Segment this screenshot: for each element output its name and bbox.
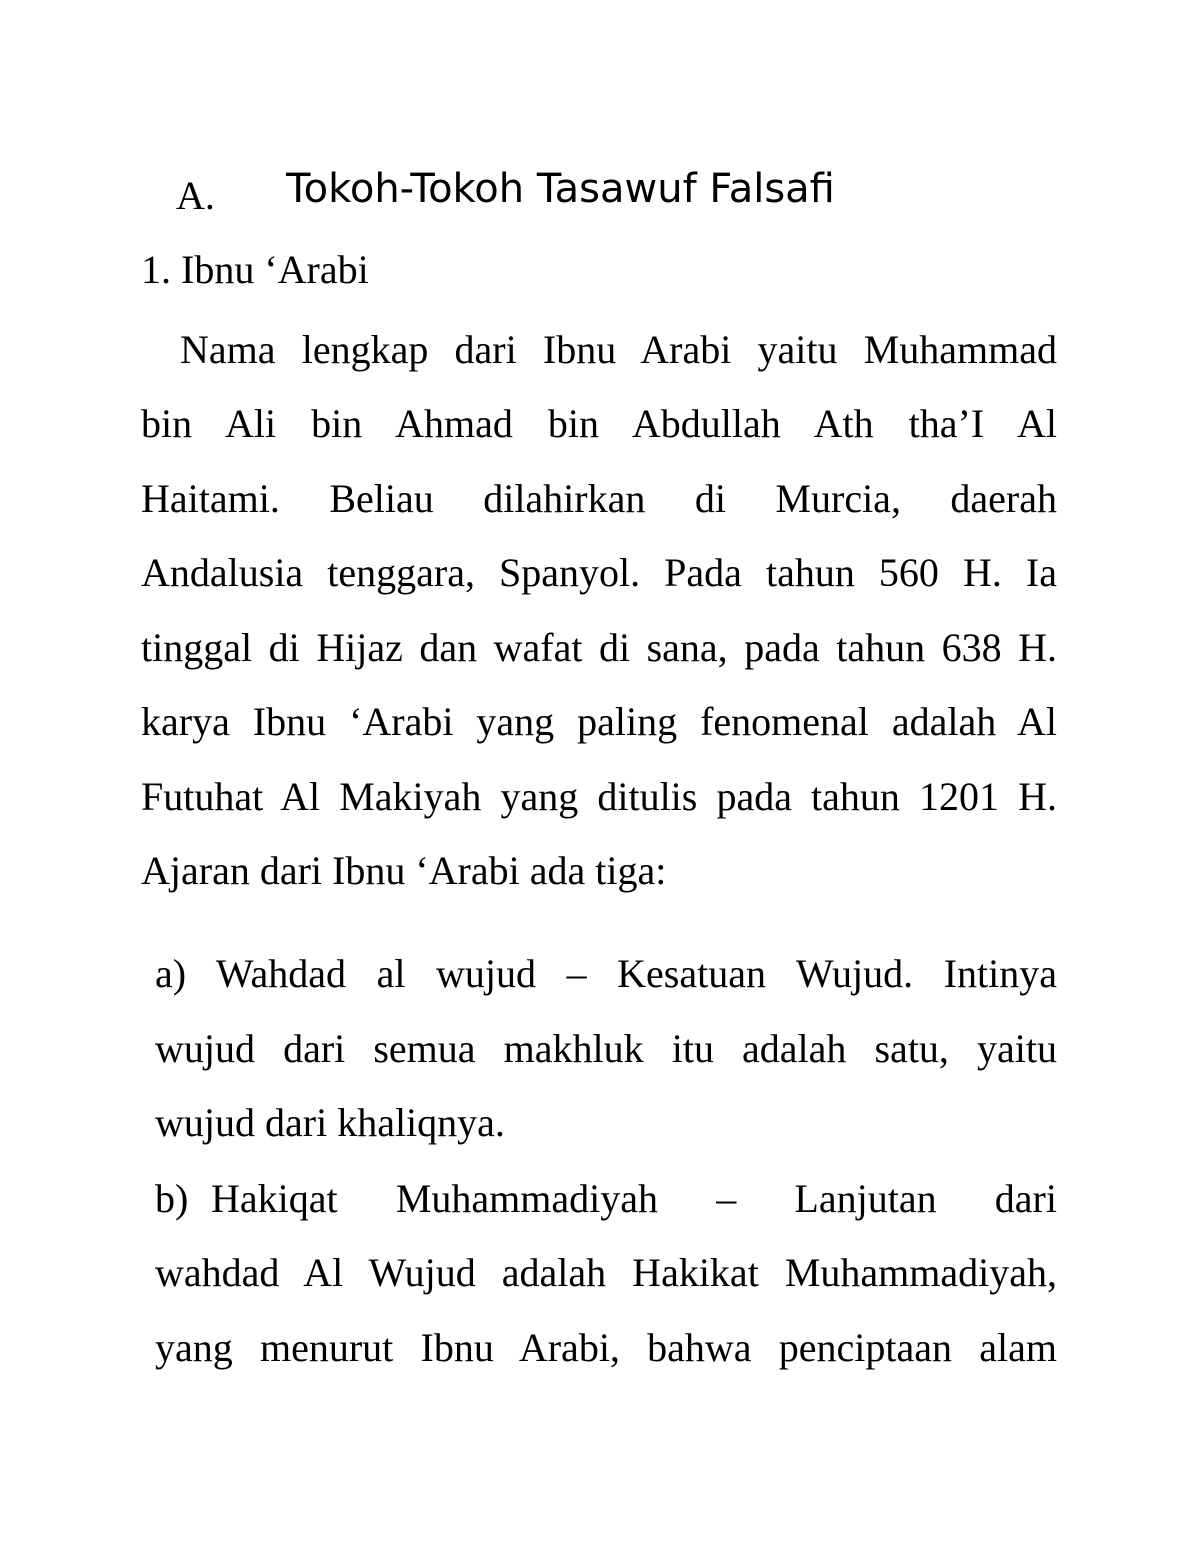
list-item-b-line: yang menurut Ibnu Arabi, bahwa penciptaan alam	[155, 1325, 1057, 1370]
list-item-a-line: wujud dari khaliqnya.	[155, 1100, 505, 1145]
paragraph-line: Andalusia tenggara, Spanyol. Pada tahun 560 H. Ia	[141, 550, 1057, 595]
list-item-a-line: a) Wahdad al wujud – Kesatuan Wujud. Intinya	[155, 951, 1057, 996]
list-item-b-text: Hakiqat Muhammadiyah – Lanjutan dari	[211, 1176, 1057, 1221]
paragraph-line: bin Ali bin Ahmad bin Abdullah Ath tha’I Al	[141, 401, 1057, 446]
list-item-a-line: wujud dari semua makhluk itu adalah satu, yaitu	[155, 1026, 1057, 1071]
paragraph-line: Futuhat Al Makiyah yang ditulis pada tahun 1201 H.	[141, 774, 1057, 819]
section-letter: A.	[176, 173, 215, 218]
paragraph-line: Nama lengkap dari Ibnu Arabi yaitu Muhammad	[180, 327, 1057, 372]
list-item-b-line: wahdad Al Wujud adalah Hakikat Muhammadiyah,	[155, 1250, 1057, 1295]
paragraph-line: Ajaran dari Ibnu ‘Arabi ada tiga:	[141, 848, 667, 893]
section-title: Tokoh-Tokoh Tasawuf Falsafi	[286, 166, 835, 212]
list-item-b-marker: b)	[155, 1176, 189, 1221]
paragraph-line: Haitami. Beliau dilahirkan di Murcia, daerah	[141, 476, 1057, 521]
subsection-title: 1. Ibnu ‘Arabi	[141, 247, 369, 292]
list-item-b-first-line	[155, 1175, 1057, 1223]
paragraph-line: tinggal di Hijaz dan wafat di sana, pada tahun 638 H.	[141, 625, 1057, 670]
paragraph-line: karya Ibnu ‘Arabi yang paling fenomenal adalah Al	[141, 699, 1057, 744]
